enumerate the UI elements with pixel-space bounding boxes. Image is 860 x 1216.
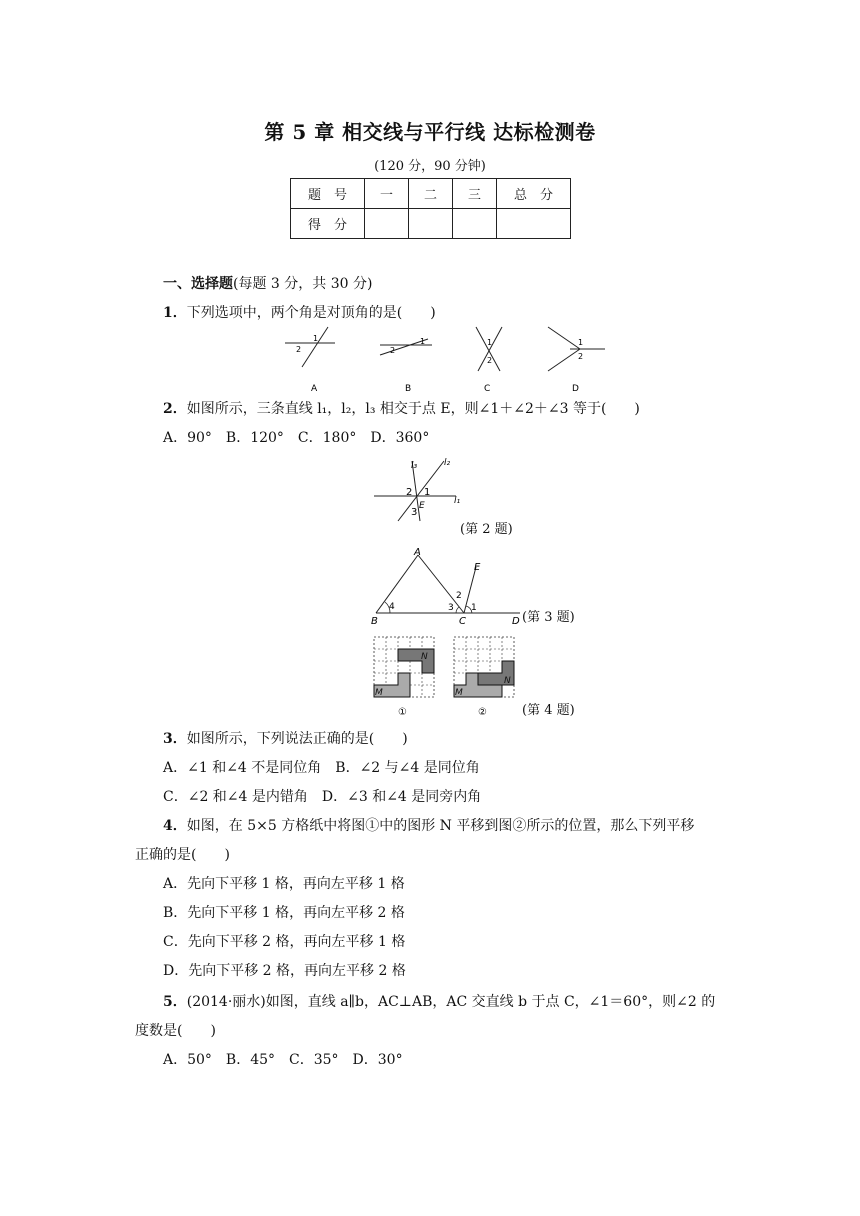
angle-label: 1 bbox=[420, 337, 426, 346]
q1-option-a bbox=[285, 327, 335, 394]
question-4-choice-a: A．先向下平移 1 格，再向左平移 1 格 bbox=[163, 876, 405, 892]
angle-label: 3 bbox=[448, 603, 454, 613]
question-2 bbox=[163, 399, 640, 419]
option-label: D bbox=[572, 384, 579, 394]
angle-label: 4 bbox=[389, 602, 395, 612]
angle-label: 1 bbox=[487, 338, 493, 347]
score-cell: 得 分 bbox=[291, 209, 365, 239]
question-2-choices: A．90° B．120° C．180° D．360° bbox=[163, 430, 430, 446]
score-table-header-row bbox=[291, 179, 571, 209]
question-text: 下列选项中，两个角是对顶角的是( ) bbox=[186, 305, 436, 321]
score-cell: 三 bbox=[453, 179, 497, 209]
section-note: (每题 3 分，共 30 分) bbox=[233, 276, 373, 292]
line-label-l1: l₁ bbox=[454, 496, 461, 506]
option-label: C bbox=[484, 384, 491, 394]
point-label-c: C bbox=[459, 616, 466, 627]
angle-label: 3 bbox=[411, 507, 418, 518]
grid-caption: ① bbox=[398, 707, 407, 718]
shape-label-m: M bbox=[375, 688, 383, 698]
question-5-continued: 度数是( ) bbox=[135, 1023, 216, 1039]
question-number: 3． bbox=[163, 731, 187, 747]
question-5 bbox=[163, 992, 715, 1012]
score-entry-cell bbox=[409, 209, 453, 239]
angle-label: 2 bbox=[296, 345, 302, 354]
angle-label: 2 bbox=[406, 487, 413, 498]
shape-label-n: N bbox=[421, 652, 428, 662]
q4-figure bbox=[370, 633, 520, 719]
section-heading bbox=[163, 274, 372, 294]
angle-label: 2 bbox=[487, 356, 493, 365]
point-label-a: A bbox=[414, 547, 421, 558]
point-label-b: B bbox=[371, 616, 378, 627]
q3-figure bbox=[368, 545, 528, 630]
shape-label-m: M bbox=[455, 688, 463, 698]
score-table-score-row bbox=[291, 209, 571, 239]
point-label-e: E bbox=[419, 501, 425, 511]
angle-label: 1 bbox=[471, 603, 477, 613]
q1-option-b bbox=[380, 337, 432, 394]
page-title: 第 5 章 相交线与平行线 达标检测卷 bbox=[264, 120, 596, 144]
q4-grid-2 bbox=[454, 637, 514, 718]
q1-options-figure bbox=[280, 325, 620, 397]
score-cell: 一 bbox=[365, 179, 409, 209]
question-4-choice-d: D．先向下平移 2 格，再向左平移 2 格 bbox=[163, 963, 406, 979]
question-number: 4． bbox=[163, 818, 187, 834]
question-3-choices-1: A．∠1 和∠4 不是同位角 B．∠2 与∠4 是同位角 bbox=[163, 760, 480, 776]
score-cell: 二 bbox=[409, 179, 453, 209]
angle-label: 1 bbox=[578, 338, 584, 347]
grid-caption: ② bbox=[478, 707, 487, 718]
question-4-choice-c: C．先向下平移 2 格，再向左平移 1 格 bbox=[163, 934, 406, 950]
question-5-choices: A．50° B．45° C．35° D．30° bbox=[163, 1052, 403, 1068]
question-number: 1． bbox=[163, 305, 187, 321]
question-4-choice-b: B．先向下平移 1 格，再向左平移 2 格 bbox=[163, 905, 405, 921]
angle-label: 2 bbox=[456, 591, 462, 601]
line-label-l3: l₃ bbox=[411, 461, 418, 471]
q1-option-d bbox=[548, 327, 605, 394]
q1-option-c bbox=[476, 327, 502, 394]
question-1 bbox=[163, 303, 436, 323]
score-cell: 题 号 bbox=[291, 179, 365, 209]
shape-label-n: N bbox=[504, 676, 511, 686]
question-4 bbox=[163, 816, 694, 836]
score-table bbox=[290, 178, 571, 239]
question-text: 如图所示，三条直线 l₁，l₂，l₃ 相交于点 E，则∠1＋∠2＋∠3 等于( ) bbox=[186, 401, 640, 417]
question-text: 如图，在 5×5 方格纸中将图①中的图形 N 平移到图②所示的位置，那么下列平移 bbox=[186, 818, 695, 834]
angle-label: 1 bbox=[424, 487, 431, 498]
score-entry-cell bbox=[453, 209, 497, 239]
angle-label: 2 bbox=[578, 352, 584, 361]
option-label: A bbox=[311, 384, 318, 394]
question-3 bbox=[163, 729, 408, 749]
point-label-d: D bbox=[512, 616, 520, 627]
angle-label: 1 bbox=[313, 334, 319, 343]
score-cell: 总 分 bbox=[497, 179, 571, 209]
score-entry-cell bbox=[497, 209, 571, 239]
line-label-l2: l₂ bbox=[444, 458, 451, 468]
question-number: 2． bbox=[163, 401, 187, 417]
q4-grid-1 bbox=[374, 637, 434, 718]
q3-figure-caption: (第 3 题) bbox=[522, 610, 575, 625]
question-number: 5． bbox=[163, 994, 187, 1010]
question-text: 如图所示，下列说法正确的是( ) bbox=[186, 731, 408, 747]
q2-figure bbox=[370, 455, 470, 523]
section-title: 一、选择题 bbox=[163, 276, 233, 292]
question-text: (2014·丽水)如图，直线 a∥b，AC⊥AB，AC 交直线 b 于点 C，∠1＝60°，则∠2 的 bbox=[186, 994, 716, 1010]
point-label-e: E bbox=[474, 562, 481, 573]
angle-label: 2 bbox=[390, 346, 396, 355]
question-4-continued: 正确的是( ) bbox=[135, 847, 230, 863]
score-entry-cell bbox=[365, 209, 409, 239]
q4-figure-caption: (第 4 题) bbox=[522, 703, 575, 718]
q2-figure-caption: (第 2 题) bbox=[460, 522, 513, 537]
question-3-choices-2: C．∠2 和∠4 是内错角 D．∠3 和∠4 是同旁内角 bbox=[163, 789, 482, 805]
page-subtitle: (120 分，90 分钟) bbox=[374, 159, 486, 174]
option-label: B bbox=[405, 384, 412, 394]
